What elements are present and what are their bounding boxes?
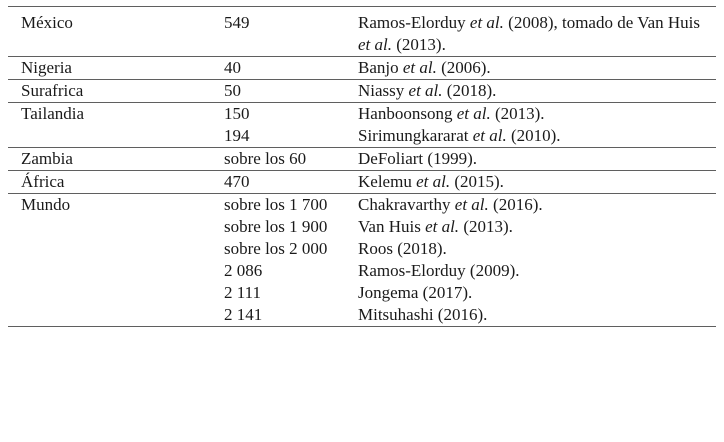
reference-text: Jongema (2017). (358, 283, 473, 302)
et-al-text: et al. (425, 217, 460, 236)
species-table (8, 6, 716, 327)
species-count-cell: sobre los 60 (211, 148, 345, 171)
reference-text: DeFoliart (1999). (358, 149, 477, 168)
reference-cell (345, 148, 716, 171)
reference-text: (2013). (392, 35, 446, 54)
reference-text: Van Huis (358, 217, 426, 236)
species-count-cell: 2 111 (224, 283, 261, 302)
reference-cell (345, 103, 716, 126)
country-cell (8, 260, 211, 282)
reference-text: Chakravarthy (358, 195, 455, 214)
et-al-text: et al. (472, 126, 507, 145)
reference-text: Roos (2018). (358, 239, 447, 258)
reference-cell (345, 125, 716, 148)
species-count-cell: sobre los 1 700 (211, 194, 345, 217)
species-count-cell: 2 141 (211, 304, 345, 327)
reference-text: (2008), tomado de Van Huis (503, 13, 701, 32)
et-al-text: et al. (408, 81, 443, 100)
table-row (8, 148, 716, 171)
reference-text: (2006). (436, 58, 491, 77)
et-al-text: et al. (402, 58, 437, 77)
reference-cell (345, 304, 716, 327)
et-al-text: et al. (454, 195, 489, 214)
table-row (8, 7, 716, 57)
reference-cell (345, 194, 716, 217)
reference-cell (345, 238, 716, 260)
reference-text: (2013). (490, 104, 545, 123)
table-body (8, 7, 716, 327)
species-count-cell: sobre los 2 000 (224, 239, 328, 258)
table-row (8, 125, 716, 148)
table-row (8, 57, 716, 80)
species-count-cell: 40 (211, 57, 345, 80)
table-row (8, 282, 716, 304)
reference-text: Niassy (358, 81, 409, 100)
reference-cell (345, 80, 716, 103)
reference-text: (2010). (506, 126, 561, 145)
species-count-cell: 470 (211, 171, 345, 194)
country-cell: Surafrica (8, 80, 211, 103)
species-count-cell: 2 086 (224, 261, 263, 280)
reference-text: (2015). (450, 172, 504, 191)
reference-text: Mitsuhashi (2016). (358, 305, 488, 324)
reference-cell (345, 216, 716, 238)
table-row (8, 304, 716, 327)
table-row (8, 260, 716, 282)
species-count-cell: sobre los 1 900 (224, 217, 328, 236)
table-row (8, 103, 716, 126)
country-cell (8, 282, 211, 304)
table-row (8, 171, 716, 194)
table-row (8, 238, 716, 260)
species-count-cell: 549 (211, 7, 345, 57)
country-cell: Nigeria (8, 57, 211, 80)
country-cell (8, 238, 211, 260)
reference-text: Ramos-Elorduy (2009). (358, 261, 520, 280)
species-count-cell: 194 (224, 126, 250, 145)
country-cell (8, 304, 211, 327)
country-cell: Tailandia (8, 103, 211, 126)
reference-text: (2013). (459, 217, 513, 236)
country-cell: México (8, 7, 211, 57)
reference-text: Ramos-Elorduy (358, 13, 470, 32)
country-cell (8, 216, 211, 238)
reference-cell (345, 7, 716, 57)
et-al-text: et al. (416, 172, 451, 191)
country-cell: África (8, 171, 211, 194)
table-row (8, 194, 716, 217)
et-al-text: et al. (456, 104, 491, 123)
et-al-text: et al. (469, 13, 504, 32)
reference-text: (2016). (488, 195, 543, 214)
reference-cell (345, 57, 716, 80)
reference-cell (345, 260, 716, 282)
reference-text: Hanboonsong (358, 104, 457, 123)
reference-text: Banjo (358, 58, 403, 77)
et-al-text: et al. (358, 35, 392, 54)
country-cell (8, 125, 211, 148)
reference-text: (2018). (442, 81, 497, 100)
table-row (8, 80, 716, 103)
reference-cell (345, 171, 716, 194)
country-cell: Zambia (8, 148, 211, 171)
species-count-cell: 50 (211, 80, 345, 103)
table-row (8, 216, 716, 238)
reference-text: Kelemu (358, 172, 417, 191)
country-cell: Mundo (8, 194, 211, 217)
species-count-cell: 150 (211, 103, 345, 126)
reference-text: Sirimungkararat (358, 126, 473, 145)
reference-cell (345, 282, 716, 304)
